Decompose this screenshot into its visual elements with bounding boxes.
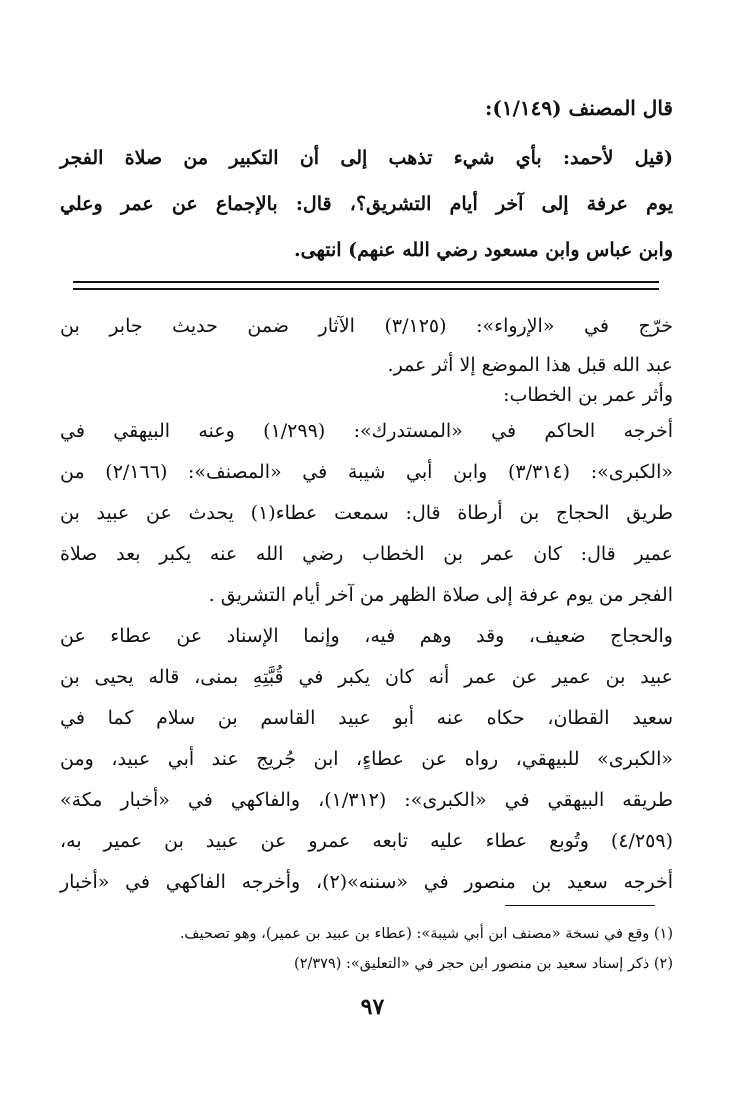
body-line-13: طريقه البيهقي في «الكبرى»: (١/٣١٢)، والفاكهي في «أخبار مكة» [60,789,673,811]
body-line-4: أخرجه الحاكم في «المستدرك»: (١/٢٩٩) وعنه البيهقي في [60,420,674,442]
quote-line-1: (قيل لأحمد: بأي شيء تذهب إلى أن التكبير من صلاة الفجر [60,147,673,169]
body-line-2: عبد الله قبل هذا الموضع إلا أثر عمر. [387,354,673,376]
body-line-7: عمير قال: كان عمر بن الخطاب رضي الله عنه يكبر بعد صلاة [60,543,673,565]
footnote-separator [505,905,655,906]
body-line-3: وأثر عمر بن الخطاب: [503,384,673,406]
quote-line-3: وابن عباس وابن مسعود رضي الله عنهم) انتهى. [294,239,673,261]
body-line-1: خرّج في «الإرواء»: (٣/١٢٥) الآثار ضمن حديث جابر بن [60,315,673,337]
body-line-6: طريق الحجاج بن أرطاة قال: سمعت عطاء(١) يحدث عن عبيد بن [60,502,674,524]
section-divider [73,281,659,290]
section-heading: قال المصنف (١/١٤٩): [484,96,673,120]
body-line-12: «الكبرى» للبيهقي، رواه عن عطاءٍ، ابن جُريج عند أبي عبيد، ومن [60,748,673,770]
body-line-11: سعيد القطان، حكاه عنه أبو عبيد القاسم بن سلام كما في [60,707,673,729]
footnote-1: (١) وقع في نسخة «مصنف ابن أبي شيبة»: (عطاء بن عبيد بن عمير)، وهو تصحيف. [179,926,673,942]
body-line-9: والحجاج ضعيف، وقد وهم فيه، وإنما الإسناد عن عطاء عن [60,625,673,647]
body-line-5: «الكبرى»: (٣/٣١٤) وابن أبي شيبة في «المصنف»: (٢/١٦٦) من [60,461,673,483]
footnote-2: (٢) ذكر إسناد سعيد بن منصور ابن حجر في «التعليق»: (٢/٣٧٩) [294,956,673,972]
page-number: ٩٧ [360,994,385,1020]
quote-line-2: يوم عرفة إلى آخر أيام التشريق؟، قال: بالإجماع عن عمر وعلي [60,193,673,215]
body-line-8: الفجر من يوم عرفة إلى صلاة الظهر من آخر أيام التشريق . [208,584,673,606]
body-line-14: (٤/٢٥٩) وتُوبع عطاء عليه تابعه عمرو عن عبيد بن عمير به، [60,830,673,852]
body-line-10: عبيد بن عمير عن عمر أنه كان يكبر في قُبَّتِهِ بمنى، قاله يحيى بن [60,666,673,688]
body-line-15: أخرجه سعيد بن منصور في «سننه»(٢)، وأخرجه الفاكهي في «أخبار [60,871,673,893]
